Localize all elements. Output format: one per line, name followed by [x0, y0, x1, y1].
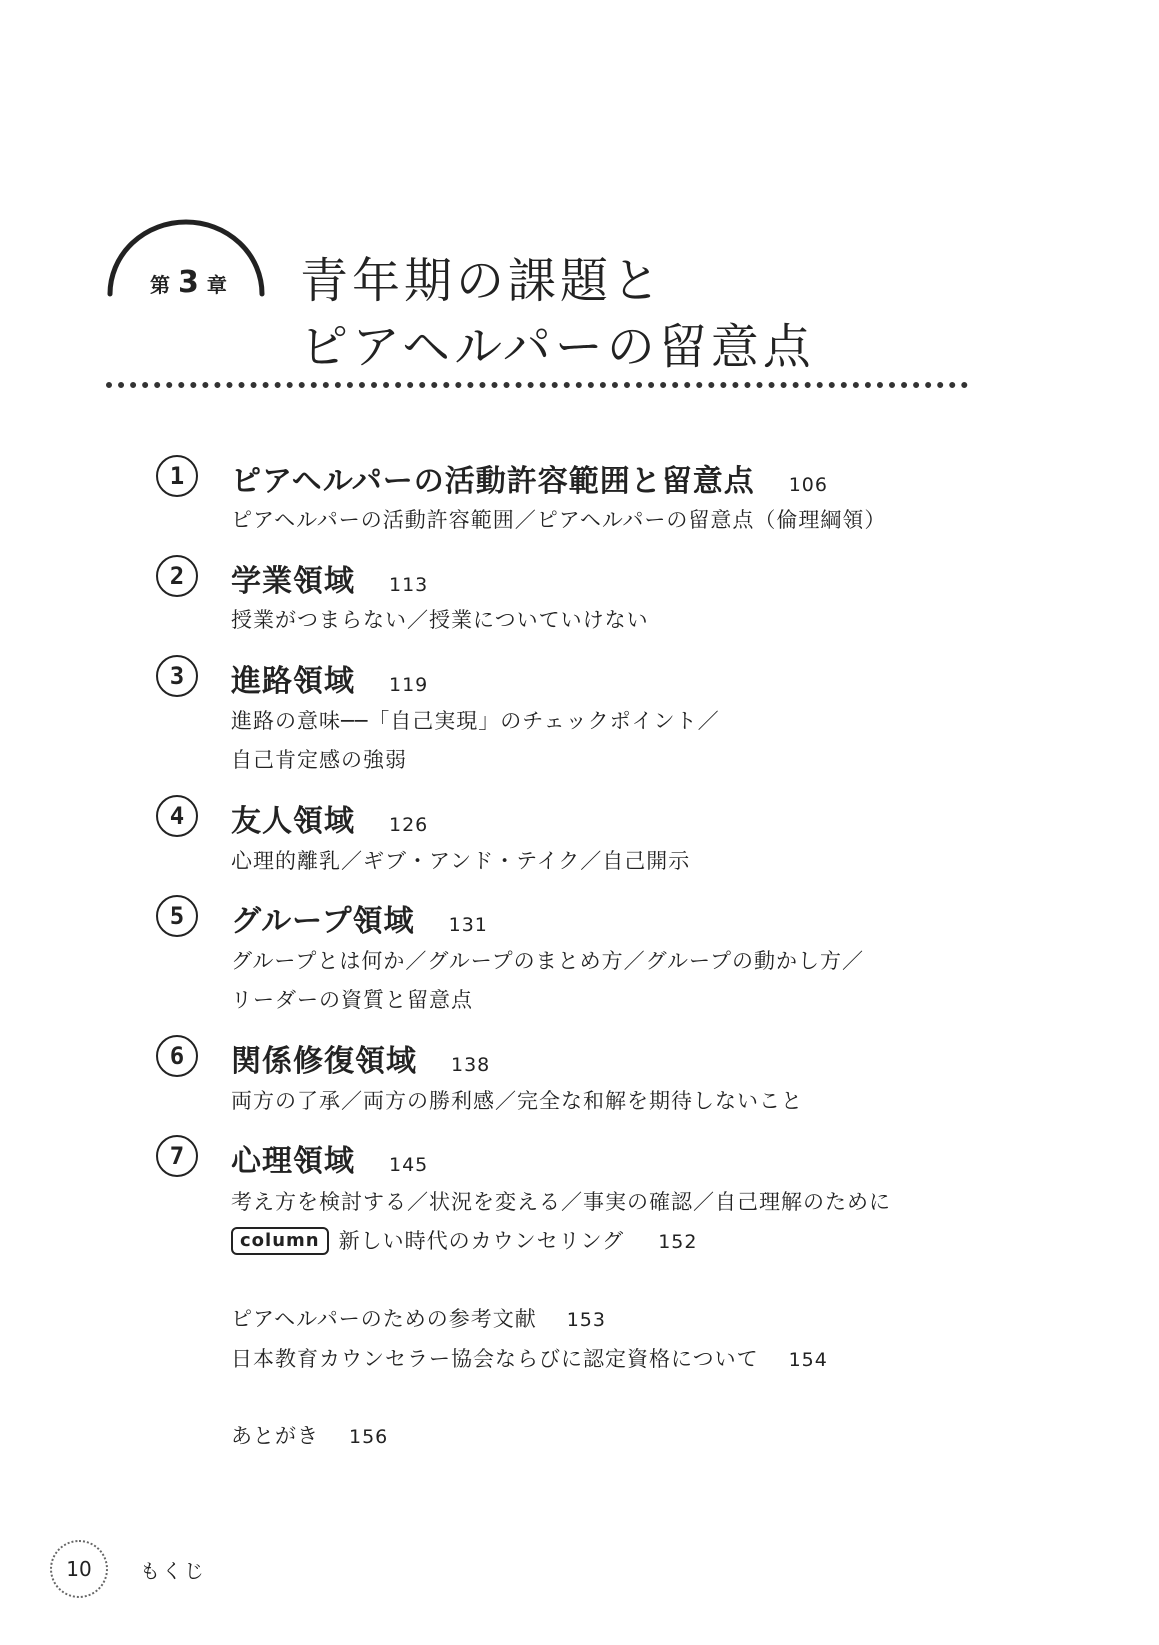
section-title[interactable] [231, 456, 828, 500]
section-number-circle: 6 [156, 1035, 198, 1077]
chapter-number: 3 [178, 265, 201, 300]
chapter-label [150, 265, 229, 300]
column-entry[interactable] [231, 1225, 697, 1255]
section-page-number: 131 [448, 914, 488, 936]
extra-title: ピアヘルパーのための参考文献 [231, 1307, 537, 1331]
footer-label: もくじ [140, 1559, 206, 1583]
section-page-number: 106 [788, 474, 828, 496]
section-title-text: 友人領域 [231, 804, 355, 839]
column-badge: column [231, 1227, 329, 1255]
section-title-text: 心理領域 [231, 1144, 355, 1179]
section-number-circle: 5 [156, 895, 198, 937]
section-number-circle: 4 [156, 795, 198, 837]
section-title[interactable] [231, 556, 428, 600]
chapter-label-prefix: 第 [150, 273, 172, 297]
section-page-number: 126 [389, 814, 429, 836]
chapter-label-suffix: 章 [206, 273, 229, 297]
section-title-text: 進路領域 [231, 664, 355, 699]
section-subtopics: 授業がつまらない／授業についていけない [231, 608, 649, 632]
toc-extra-references[interactable] [231, 1303, 606, 1333]
column-title: 新しい時代のカウンセリング [338, 1229, 625, 1253]
extra-title: あとがき [231, 1424, 319, 1448]
extra-page-number: 153 [566, 1309, 606, 1331]
section-number-circle: 1 [156, 455, 198, 497]
chapter-title [300, 248, 815, 380]
section-title[interactable] [231, 796, 428, 840]
section-page-number: 119 [389, 674, 429, 696]
section-page-number: 145 [389, 1154, 429, 1176]
dotted-divider [106, 382, 968, 388]
section-title-text: ピアヘルパーの活動許容範囲と留意点 [231, 464, 755, 499]
section-title-text: 関係修復領域 [231, 1044, 417, 1079]
section-title[interactable] [231, 1136, 428, 1180]
section-subtopics: ピアヘルパーの活動許容範囲／ピアヘルパーの留意点（倫理綱領） [231, 508, 887, 532]
chapter-title-line2: ピアヘルパーの留意点 [300, 319, 815, 375]
section-number-circle: 7 [156, 1135, 198, 1177]
section-subtopics: 考え方を検討する／状況を変える／事実の確認／自己理解のために [231, 1190, 891, 1214]
section-subtopics: 両方の了承／両方の勝利感／完全な和解を期待しないこと [231, 1089, 803, 1113]
section-subtopics: 進路の意味──「自己実現」のチェックポイント／ [231, 709, 720, 733]
section-page-number: 113 [389, 574, 429, 596]
footer-page-number: 10 [50, 1540, 108, 1598]
extra-title: 日本教育カウンセラー協会ならびに認定資格について [231, 1347, 759, 1371]
section-page-number: 138 [451, 1054, 491, 1076]
section-title[interactable] [231, 1036, 490, 1080]
extra-page-number: 154 [788, 1349, 828, 1371]
chapter-title-line1: 青年期の課題と [300, 253, 665, 309]
toc-extra-afterword[interactable] [231, 1420, 388, 1450]
section-number-circle: 2 [156, 555, 198, 597]
section-title[interactable] [231, 896, 488, 940]
section-subtopics: 心理的離乳／ギブ・アンド・テイク／自己開示 [231, 849, 691, 873]
section-subtopics: グループとは何か／グループのまとめ方／グループの動かし方／ [231, 949, 864, 973]
chapter-header [0, 0, 1159, 400]
extra-page-number: 156 [349, 1426, 389, 1448]
section-title-text: 学業領域 [231, 564, 355, 599]
section-title[interactable] [231, 656, 428, 700]
section-subtopics: 自己肯定感の強弱 [231, 748, 407, 772]
toc-extra-association[interactable] [231, 1343, 828, 1373]
section-number-circle: 3 [156, 655, 198, 697]
section-subtopics: リーダーの資質と留意点 [231, 988, 473, 1012]
column-page-number: 152 [658, 1231, 698, 1253]
section-title-text: グループ領域 [231, 904, 415, 939]
